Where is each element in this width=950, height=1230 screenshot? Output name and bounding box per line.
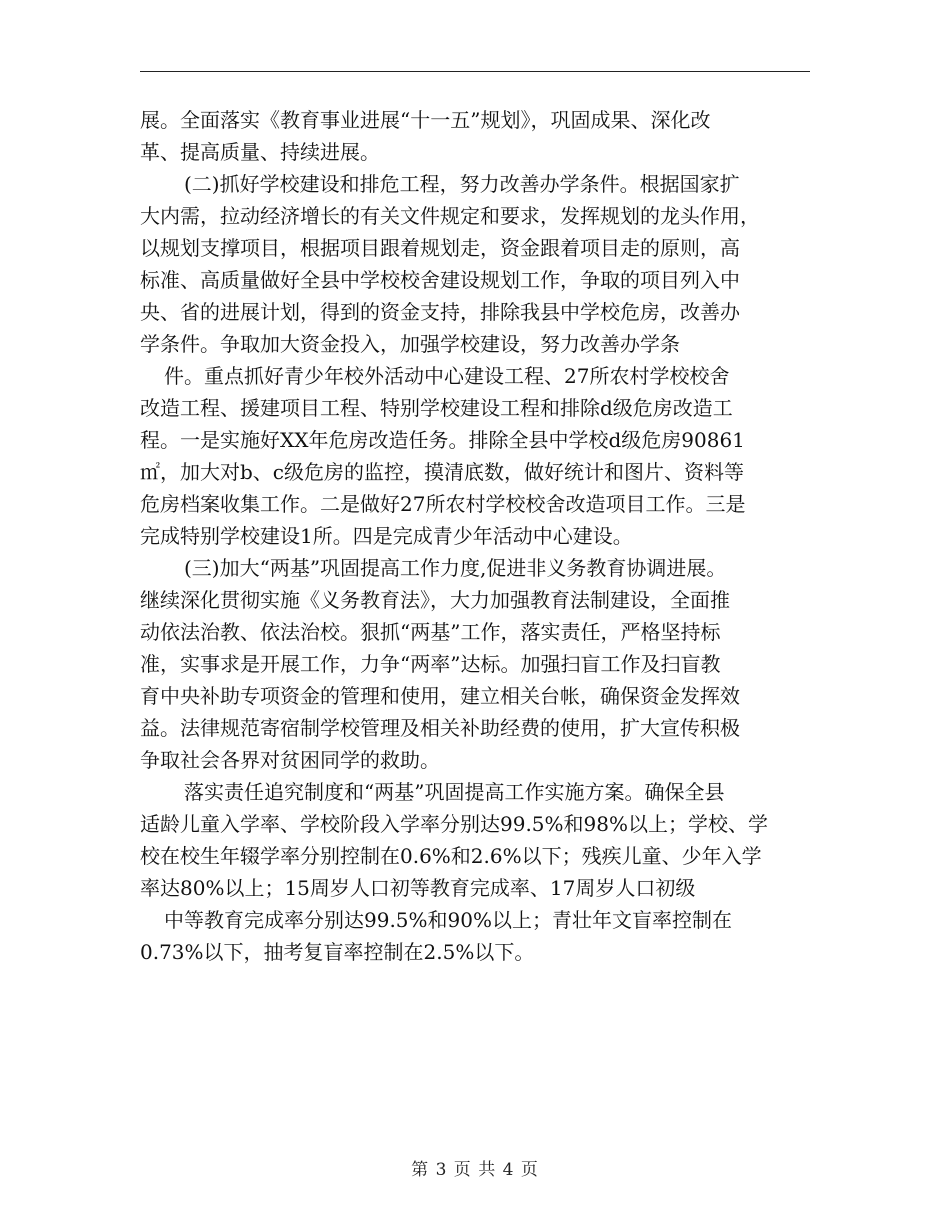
section-heading-3: (三)加大“两基”巩固提高工作力度,促进非义务教育协调进展。 (184, 556, 727, 580)
text-line: 中等教育完成率分别达99.5%和90%以上；青壮年文盲率控制在 (164, 908, 732, 932)
text-line: 革、提高质量、持续进展。 (140, 140, 380, 164)
text-line: 继续深化贯彻实施《义务教育法》，大力加强教育法制建设，全面推 (140, 588, 730, 612)
text-line: 育中央补助专项资金的管理和使用，建立相关台帐，确保资金发挥效 (140, 684, 740, 708)
text-line: 益。法律规范寄宿制学校管理及相关补助经费的使用，扩大宣传积极 (140, 716, 740, 740)
text-line: 改造工程、援建项目工程、特别学校建设工程和排除d级危房改造工 (140, 396, 733, 420)
text-line: 学条件。争取加大资金投入，加强学校建设，努力改善办学条 (140, 332, 680, 356)
section-heading-2: (二)抓好学校建设和排危工程，努力改善办学条件。根据国家扩 (184, 172, 740, 196)
text-line: 展。全面落实《教育事业进展“十一五”规划》，巩固成果、深化改 (140, 108, 711, 132)
text-line: 大内需，拉动经济增长的有关文件规定和要求，发挥规划的龙头作用， (140, 204, 760, 228)
text-line: 件。重点抓好青少年校外活动中心建设工程、27所农村学校校舍 (164, 364, 730, 388)
text-line: 争取社会各界对贫困同学的救助。 (140, 748, 440, 772)
text-line: 落实责任追究制度和“两基”巩固提高工作实施方案。确保全县 (184, 780, 725, 804)
header-rule (140, 71, 810, 72)
text-line: 校在校生年辍学率分别控制在0.6%和2.6%以下；残疾儿童、少年入学 (140, 844, 762, 868)
text-line: 以规划支撑项目，根据项目跟着规划走，资金跟着项目走的原则，高 (140, 236, 740, 260)
text-line: 完成特别学校建设1所。四是完成青少年活动中心建设。 (140, 524, 633, 548)
text-line: 动依法治教、依法治校。狠抓“两基”工作，落实责任，严格坚持标 (140, 620, 721, 644)
text-line: 准，实事求是开展工作，力争“两率”达标。加强扫盲工作及扫盲教 (140, 652, 721, 676)
page-number: 第 3 页 共 4 页 (411, 1160, 539, 1180)
text-line: 0.73%以下，抽考复盲率控制在2.5%以下。 (140, 940, 535, 964)
document-body (140, 104, 812, 968)
text-line: 危房档案收集工作。二是做好27所农村学校校舍改造项目工作。三是 (140, 492, 746, 516)
text-line: 程。一是实施好XX年危房改造任务。排除全县中学校d级危房90861 (140, 428, 745, 452)
text-line: 央、省的进展计划，得到的资金支持，排除我县中学校危房，改善办 (140, 300, 740, 324)
text-line: 标准、高质量做好全县中学校校舍建设规划工作，争取的项目列入中 (140, 268, 740, 292)
text-line: 适龄儿童入学率、学校阶段入学率分别达99.5%和98%以上；学校、学 (140, 812, 768, 836)
text-line: 率达80%以上；15周岁人口初等教育完成率、17周岁人口初级 (140, 876, 696, 900)
text-line: ㎡，加大对b、c级危房的监控，摸清底数，做好统计和图片、资料等 (140, 460, 745, 484)
